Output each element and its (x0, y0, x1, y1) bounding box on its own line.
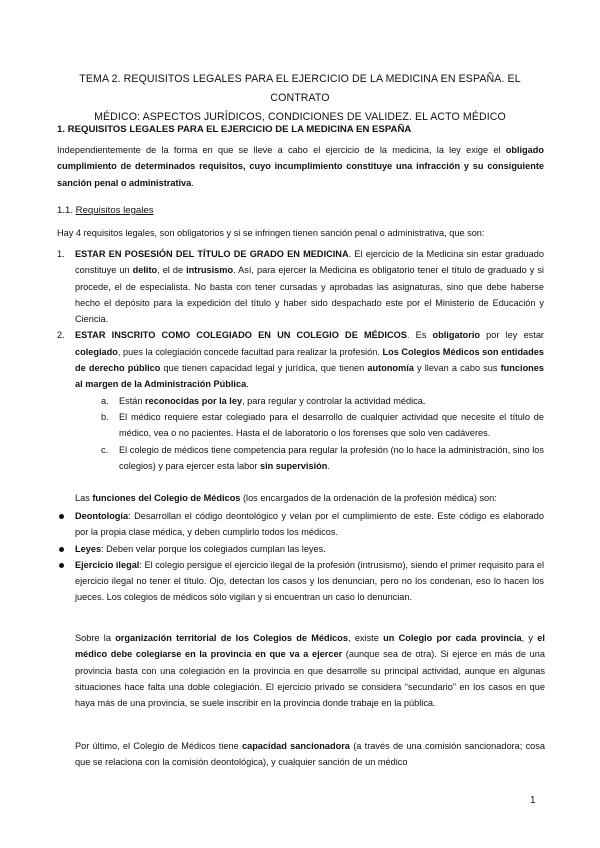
org-text-3: , y (521, 633, 538, 643)
list-number: 1. (57, 249, 65, 259)
sub-item-text: El colegio de médicos tiene competencia para regular la profesión (no lo hace la administración, sino los colegios) y para ejercer esta labor (119, 444, 544, 471)
sub-item-text-2: . (327, 460, 330, 471)
funcs-text: Las (75, 493, 93, 503)
sub-item-text: El médico requiere estar colegiado para el desarrollo de cualquier actividad que necesite el título de médico, vea o no pacientes. Hasta el de laboratorio o los forenses que solo ven cadáveres. (119, 411, 544, 439)
last-text: Por último, el Colegio de Médicos tiene (75, 741, 242, 751)
requirement-2 (57, 327, 544, 474)
bullet-icon (59, 514, 64, 519)
req1-bold-intrusismo: intrusismo (186, 265, 234, 276)
list-number: 2. (57, 330, 65, 341)
sub-item-text: Están (119, 395, 146, 406)
subsection-intro: Hay 4 requisitos legales, son obligatorios y si se infringen tienen sanción penal o administrativa, que son: (57, 228, 485, 238)
org-bold-3: el médico debe colegiarse en la provincia en que va a ejercer (75, 633, 545, 660)
requirement-1 (57, 246, 544, 327)
bullet-icon (59, 563, 64, 568)
sub-item-text-2: , para regular y controlar la actividad médica. (242, 395, 426, 406)
sub-item-bold: reconocidas por la ley (145, 395, 243, 406)
function-deontologia (57, 508, 544, 541)
section-heading: 1. REQUISITOS LEGALES PARA EL EJERCICIO DE LA MEDICINA EN ESPAÑA (57, 124, 412, 135)
page-number: 1 (530, 795, 536, 806)
req2-bold-5: funciones al margen de la Administración Pública (75, 363, 545, 390)
function-term: Ejercicio ilegal (75, 559, 140, 570)
req1-text-2: , el de (157, 265, 187, 276)
intro-bold: obligado cumplimiento de determinados requisitos, cuyo incumplimiento constituye una infracción y su consiguiente sanción penal o administrativa (57, 145, 544, 188)
funcs-text-2: (los encargados de la ordenación de la profesión médica) son: (240, 493, 497, 503)
subsection-number: 1.1. (57, 205, 76, 216)
last-text-2: (a través de una comisión sancionadora; cosa que se relaciona con la comisión deontológica), y cualquier sanción de un médico (75, 741, 545, 768)
list-letter: b. (101, 411, 109, 422)
sub-item-c (93, 442, 544, 475)
bullet-icon (59, 547, 64, 552)
sanctioning-paragraph (75, 738, 545, 771)
intro-text: Independientemente de la forma en que se lleve a cabo el ejercicio de la medicina, la ley exige el (57, 145, 506, 155)
org-text: Sobre la (75, 633, 116, 643)
req1-title: ESTAR EN POSESIÓN DEL TÍTULO DE GRADO EN MEDICINA (75, 249, 349, 259)
req2-bold: obligatorio (432, 330, 480, 341)
req1-text: . El ejercicio de la Medicina sin estar graduado constituye un (75, 249, 544, 276)
req2-text-3: , pues la colegiación concede facultad para realizar la profesión. (117, 346, 383, 357)
funcs-bold: funciones del Colegio de Médicos (92, 493, 241, 503)
req1-text-3: . Así, para ejercer la Medicina es obligatorio tener el título de graduado y si procede, el de especialista. No basta con tener cursadas y aprobadas las asignaturas, sino que debe haberse hecho el depósito para la expedición del título y haber sido despachado este por el Ministerio de Educación y Ciencia. (75, 265, 544, 325)
req2-bold-2: colegiado (75, 346, 118, 357)
title-line-1: TEMA 2. REQUISITOS LEGALES PARA EL EJERCICIO DE LA MEDICINA EN ESPAÑA. EL CONTRATO (79, 73, 521, 104)
sub-item-bold: sin supervisión (259, 460, 328, 471)
list-letter: a. (101, 395, 109, 406)
req2-text-4: que tienen capacidad legal y jurídica, que tienen (160, 363, 368, 374)
req2-bold-3: Los Colegios Médicos son entidades de derecho público (75, 346, 544, 374)
function-leyes (57, 541, 544, 557)
req2-bold-4: autonomía (367, 363, 414, 374)
function-term: Leyes (75, 543, 102, 554)
functions-list (57, 508, 544, 606)
req2-text-5: y llevan a cabo sus (413, 363, 501, 374)
org-text-4: (aunque sea de otra). Si ejerce en más de una provincia basta con una colegiación en la provincia en que desarrolle su principal actividad, aunque en algunas situaciones hace falta una doble colegiación. El ejercicio privado se considera “secundario” en los casos en que haya más de una provincia, se suele inscribir en la provincia donde trabaje en la pública. (75, 649, 545, 709)
functions-intro (75, 490, 545, 506)
list-letter: c. (101, 444, 109, 455)
requirements-list (57, 246, 544, 474)
subsection-heading (57, 204, 547, 218)
subsection-label: Requisitos legales (75, 205, 154, 216)
intro-end: . (191, 177, 194, 188)
document-title (52, 70, 548, 127)
function-text: : Deben velar porque los colegiados cumplan las leyes. (101, 543, 326, 554)
sub-list (75, 393, 544, 474)
org-bold: organización territorial de los Colegios de Médicos (115, 633, 349, 643)
last-bold: capacidad sancionadora (241, 741, 350, 751)
req2-text-2: por ley estar (480, 330, 544, 341)
org-bold-2: un Colegio por cada provincia (383, 633, 522, 643)
function-text: : Desarrollan el código deontológico y velan por el cumplimiento de este. Este código es elaborado por la propia clase médica, y deben cumplirlo todos los médicos. (75, 511, 544, 538)
territorial-organization-paragraph (75, 630, 545, 711)
title-line-2: MÉDICO: ASPECTOS JURÍDICOS, CONDICIONES DE VALIDEZ. EL ACTO MÉDICO (94, 111, 506, 123)
function-ejercicio-ilegal (57, 557, 544, 606)
function-text: : El colegio persigue el ejercicio ilegal de la profesión (intrusismo), siendo el primer requisito para el ejercicio ilegal no tener el título. Ojo, detectan los casos y los denuncian, pero no los condenan, eso lo hacen los jueces. Los colegios de médicos sólo vigilan y si encuentran un caso lo denuncian. (75, 559, 544, 603)
section-intro (57, 142, 544, 191)
function-term: Deontología (75, 511, 129, 521)
req2-title: ESTAR INSCRITO COMO COLEGIADO EN UN COLEGIO DE MÉDICOS (75, 330, 407, 341)
req2-text-6: . (246, 379, 249, 390)
sub-item-b (93, 409, 544, 442)
sub-item-a (93, 393, 544, 409)
org-text-2: , existe (348, 633, 384, 643)
req2-text: . Es (406, 330, 433, 341)
req1-bold-delito: delito (132, 265, 158, 276)
